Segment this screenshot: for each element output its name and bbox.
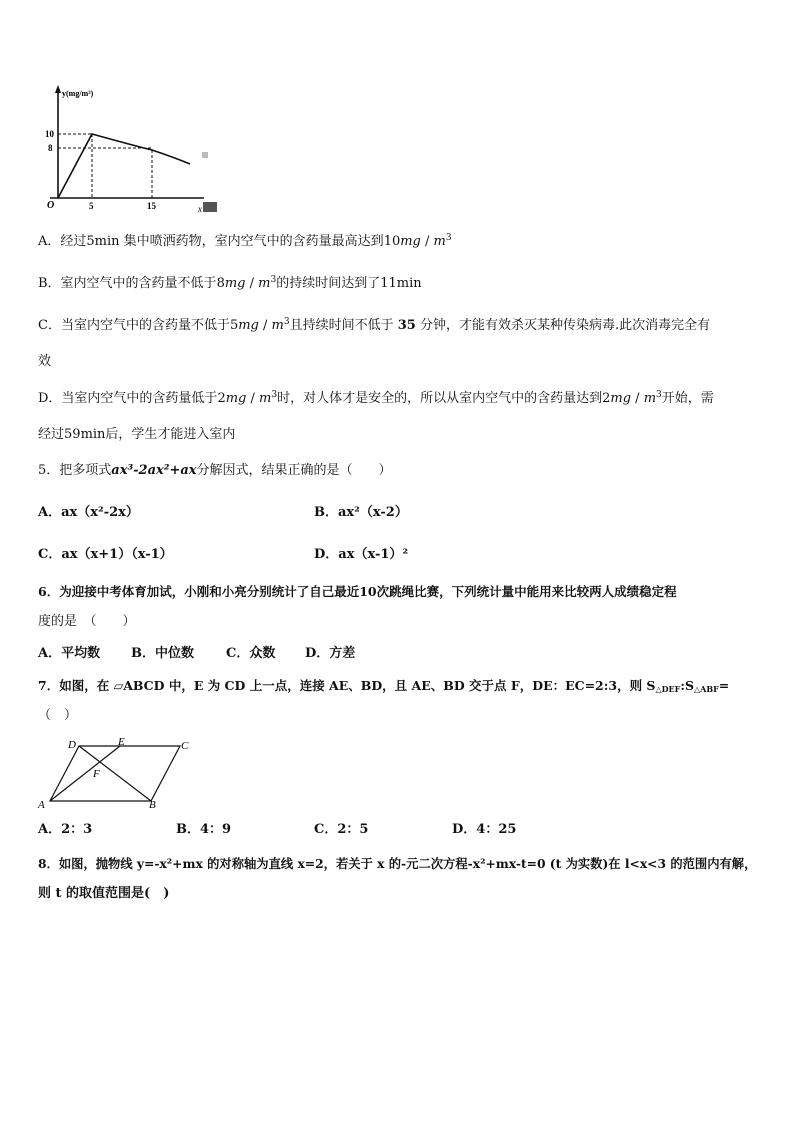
label-c: C [181, 740, 189, 752]
q4-c-minutes: 35 [397, 318, 416, 333]
unit-mg: mg [224, 276, 246, 291]
unit-mg: mg [400, 234, 421, 249]
unit-slash: / [246, 391, 260, 406]
q7-stem-line1 [38, 678, 729, 694]
unit-slash: / [631, 391, 644, 406]
unit-m: m [258, 276, 271, 291]
q4-a-text2: 集中喷洒药物，室内空气中的含药量最高达到 [123, 234, 384, 249]
q5-option-c: C．ax（x+1）（x-1） [38, 547, 173, 562]
label-b: B [149, 799, 156, 811]
x-tick-5: 5 [89, 201, 94, 211]
unit-mg: mg [225, 391, 247, 406]
q6-option-d: D．方差 [305, 646, 356, 661]
q5-stem-b: 分解因式，结果正确的是（ ） [196, 463, 392, 478]
q6-stem-line1: 6．为迎接中考体育加试，小刚和小亮分别统计了自己最近10次跳绳比赛，下列统计量中能用来比较两人成绩稳定程 [38, 584, 677, 599]
q4-a-value2: 10 [383, 234, 401, 249]
q4-option-d-line2 [38, 427, 235, 443]
label-a: A [38, 799, 45, 811]
q4-b-value2: 11 [380, 276, 397, 291]
label-d: D [68, 739, 76, 751]
unit-m: m [643, 391, 657, 406]
parallelogram-figure [34, 734, 204, 814]
parallelogram-symbol-icon: ▱ [113, 678, 124, 693]
y-axis-label: y(mg/m³) [62, 89, 94, 98]
q4-d-unit3: min [80, 427, 106, 442]
q7-option-c: C．2：5 [314, 822, 369, 837]
q4-option-b [38, 276, 422, 292]
segment-ae [50, 746, 120, 801]
q4-d-value2: 2 [602, 391, 611, 406]
unit-mg: mg [238, 318, 259, 333]
q5-option-a: A．ax（x²-2x） [38, 505, 139, 520]
y-axis-arrow [55, 85, 61, 93]
unit-m: m [271, 318, 284, 333]
q4-d-text2: 时，对人体才是安全的，所以从室内空气中的含药量达到 [277, 391, 603, 406]
q6-stem-line2: 度的是 （ ） [38, 614, 136, 629]
q4-option-c-line1 [38, 318, 710, 334]
scan-smudge-2 [202, 152, 208, 158]
q4-d-value3: 59 [64, 427, 81, 442]
y-tick-10: 10 [45, 129, 54, 139]
unit-m: m [259, 391, 272, 406]
q4-d-text4: 经过 [38, 427, 65, 442]
q6-option-a: A．平均数 [38, 646, 101, 661]
q4-d-text1: D．当室内空气中的含药量低于 [38, 391, 218, 406]
q7-colon: :S [680, 678, 694, 693]
q7-sub-abf: △ABF [693, 684, 719, 694]
segment-bd [79, 746, 151, 801]
unit-exp: 3 [271, 390, 278, 400]
q4-c-text3: 分钟，才能有效杀灭某种传染病毒.此次消毒完全有 [420, 318, 711, 333]
unit-mg: mg [610, 391, 632, 406]
q4-b-value1: 8 [216, 276, 225, 291]
q4-option-d-line1 [38, 391, 714, 407]
x-axis-label: x [198, 204, 202, 214]
unit-slash: / [245, 276, 259, 291]
q5-stem-a: 5．把多项式 [38, 463, 112, 478]
q4-d-text3: 开始，需 [661, 391, 714, 406]
q7-sub-def: △DEF [655, 684, 681, 694]
q6-option-c: C．众数 [226, 646, 276, 661]
unit-slash: / [258, 318, 272, 333]
q5-option-d: D．ax（x-1）² [314, 547, 409, 562]
q8-stem-line1: 8．如图，抛物线 y=-x²+mx 的对称轴为直线 x=2，若关于 x 的-元二次方程-x²+mx-t=0 (t 为实数)在 l<x<3 的范围内有解， [38, 856, 757, 871]
q7-option-d: D．4：25 [452, 822, 517, 837]
unit-exp: 3 [656, 390, 662, 400]
q6-option-b: B．中位数 [131, 646, 194, 661]
scan-smudge [203, 202, 217, 212]
q7-text2: ABCD 中，E 为 CD 上一点，连接 AE、BD，且 AE、BD 交于点 F，DE：EC=2:3，则 S [123, 678, 656, 693]
concentration-graph [38, 84, 228, 220]
unit-exp: 3 [283, 317, 290, 327]
unit-slash: / [420, 234, 434, 249]
q5-option-b: B．ax²（x-2） [314, 505, 408, 520]
q4-c-value1: 5 [229, 318, 239, 333]
q8-stem-line2: 则 t 的取值范围是( ) [38, 886, 170, 901]
unit-exp: 3 [445, 233, 452, 243]
x-tick-15: 15 [147, 201, 156, 211]
q4-a-unit1: min [94, 234, 120, 249]
unit-m: m [433, 234, 446, 249]
q4-c-text4: 效 [38, 354, 52, 369]
q4-c-text2: 且持续时间不低于 [289, 318, 394, 333]
q7-text1: 7．如图，在 [38, 678, 110, 693]
q4-a-text1: A．经过 [38, 234, 87, 249]
label-e: E [118, 736, 125, 748]
concentration-curve [58, 134, 190, 198]
q4-option-c-line2 [38, 354, 51, 370]
q4-d-value1: 2 [217, 391, 226, 406]
q7-eq: = [718, 678, 730, 693]
q4-b-text2: 的持续时间达到了 [276, 276, 381, 291]
q4-b-unit2: min [396, 276, 422, 291]
q4-option-a [38, 234, 452, 250]
unit-exp: 3 [270, 275, 277, 285]
q5-stem [38, 463, 392, 479]
label-f: F [93, 768, 100, 780]
q7-option-a: A．2：3 [38, 822, 93, 837]
q4-d-text5: 后，学生才能进入室内 [105, 427, 236, 442]
q7-option-b: B．4：9 [176, 822, 232, 837]
q4-a-value1: 5 [86, 234, 95, 249]
y-tick-8: 8 [48, 143, 53, 153]
q4-c-text1: C．当室内空气中的含药量不低于 [38, 318, 230, 333]
q7-stem-line2: （ ） [38, 708, 78, 723]
q4-b-text1: B．室内空气中的含药量不低于 [38, 276, 217, 291]
origin-label: O [47, 200, 55, 211]
q5-polynomial: ax³-2ax²+ax [111, 463, 197, 478]
